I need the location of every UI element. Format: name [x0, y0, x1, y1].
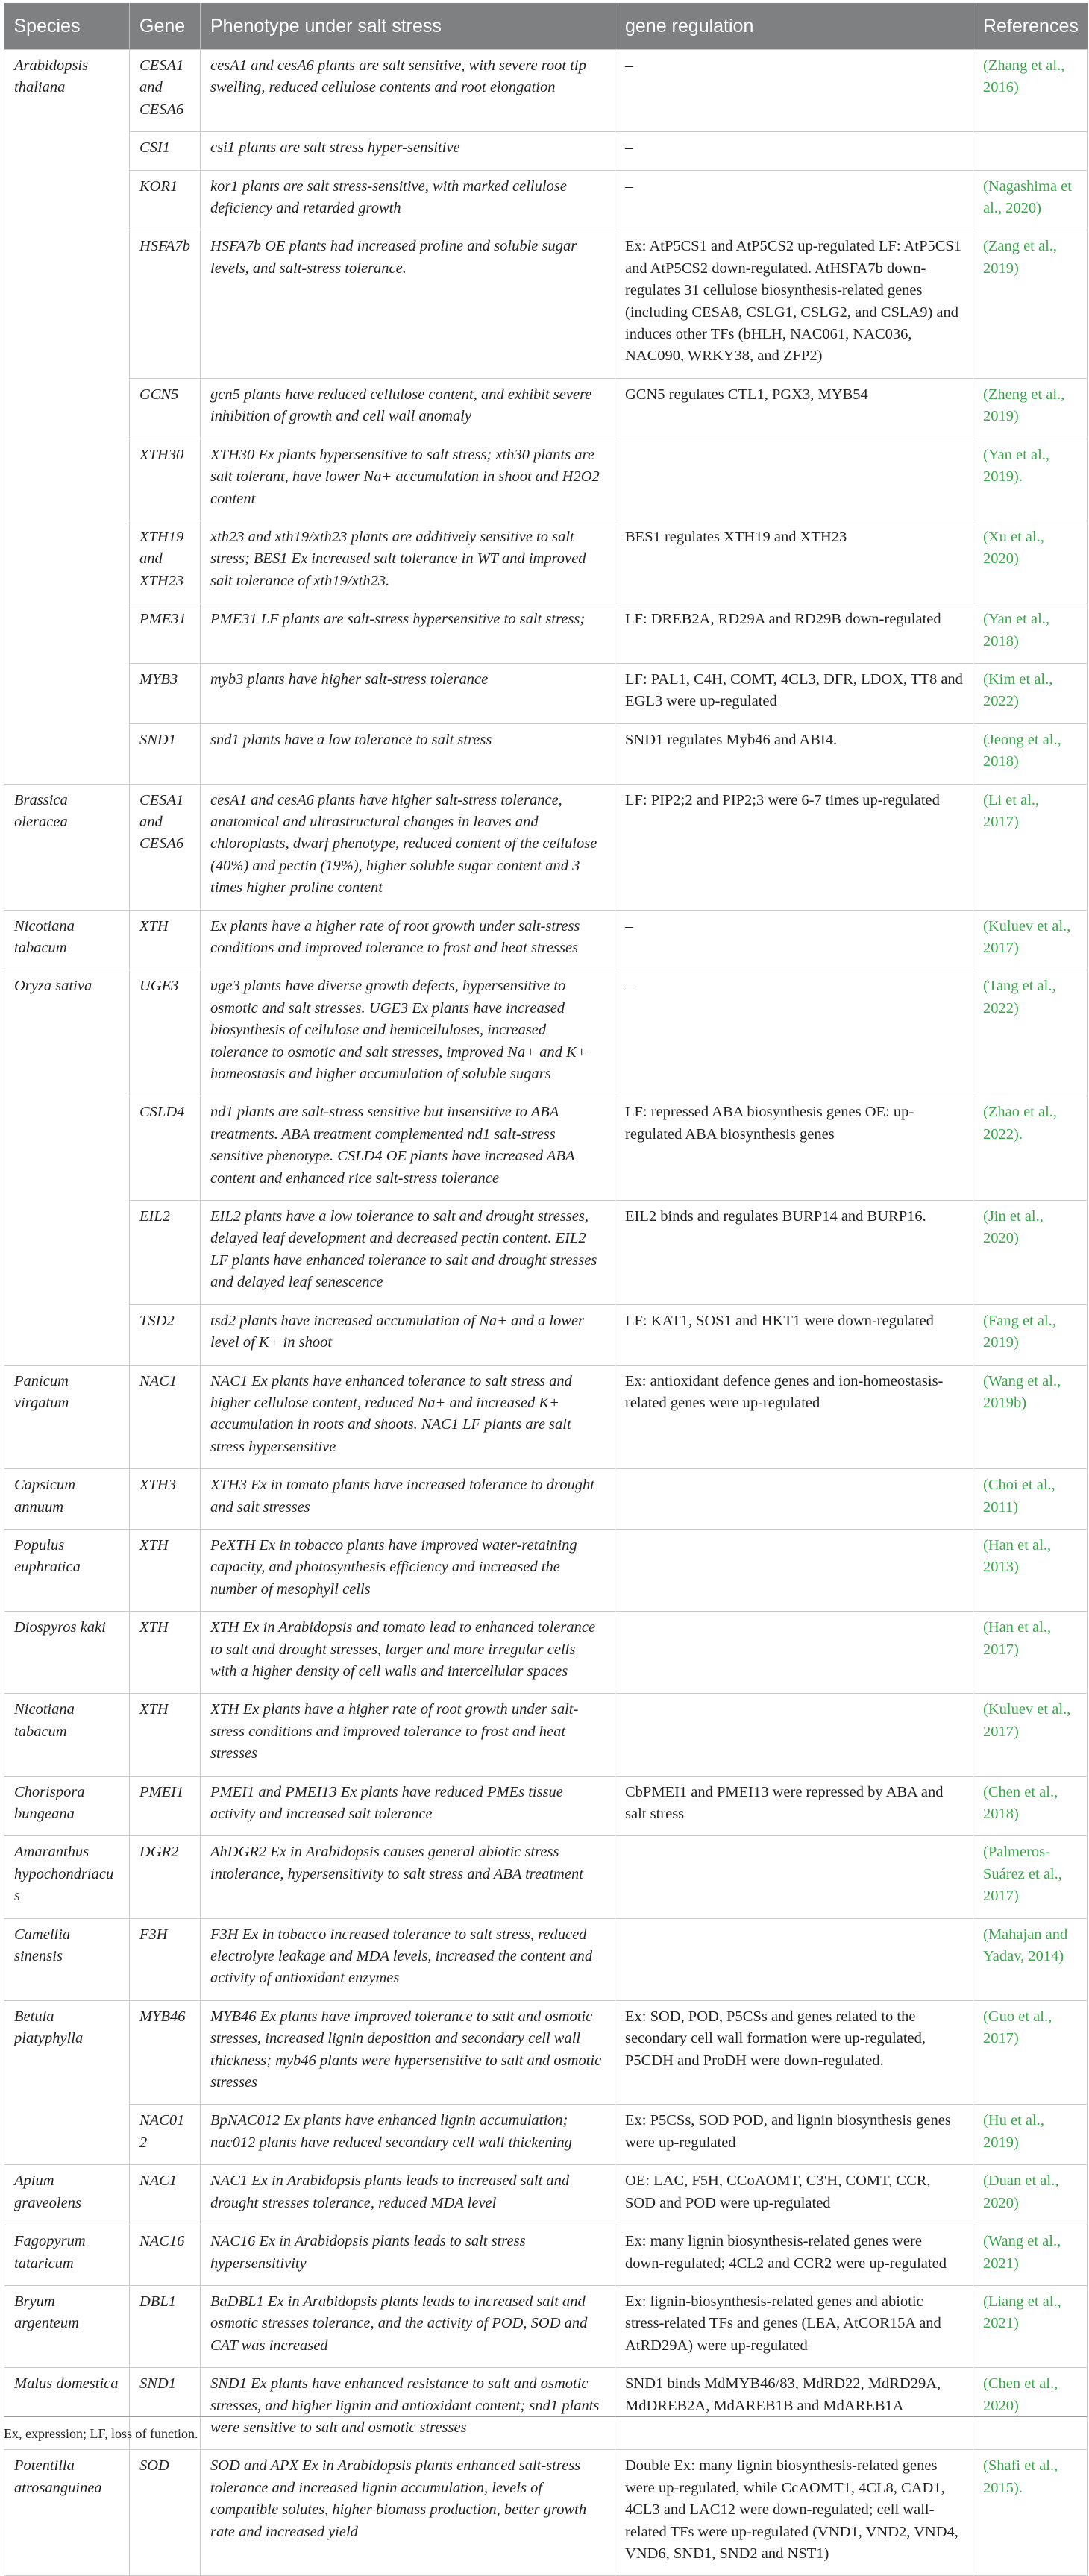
cell-regulation: –: [615, 910, 973, 970]
header-references: References: [973, 3, 1088, 50]
cell-gene: DBL1: [130, 2285, 201, 2367]
cell-phenotype: F3H Ex in tobacco increased tolerance to salt stress, reduced electrolyte leakage and MDA levels, increased the content and activity of antioxidant enzymes: [201, 1918, 615, 2000]
cell-regulation: –: [615, 132, 973, 170]
cell-regulation: OE: LAC, F5H, CCoAOMT, C3'H, COMT, CCR, SOD and POD were up-regulated: [615, 2165, 973, 2225]
cell-species: [4, 378, 130, 439]
cell-species: Betula platyphylla: [4, 2000, 130, 2105]
cell-reference[interactable]: (Hu et al., 2019): [973, 2105, 1088, 2165]
gene-table: [4, 3, 1088, 2576]
cell-species: Fagopyrum tataricum: [4, 2225, 130, 2286]
cell-species: Malus domestica: [4, 2368, 130, 2450]
cell-reference[interactable]: (Jin et al., 2020): [973, 1201, 1088, 1305]
cell-gene: SOD: [130, 2450, 201, 2576]
cell-phenotype: kor1 plants are salt stress-sensitive, with marked cellulose deficiency and retarded growth: [201, 170, 615, 230]
cell-regulation: [615, 1918, 973, 2000]
cell-species: Amaranthus hypochondriacus: [4, 1836, 130, 1918]
cell-reference[interactable]: (Yan et al., 2019).: [973, 439, 1088, 521]
cell-phenotype: NAC1 Ex plants have enhanced tolerance to salt stress and higher cellulose content, reduced Na+ and increased K+ accumulation in roots and shoots. NAC1 LF plants are salt stress hypersensitive: [201, 1365, 615, 1469]
cell-regulation: EIL2 binds and regulates BURP14 and BURP16.: [615, 1201, 973, 1305]
cell-regulation: BES1 regulates XTH19 and XTH23: [615, 521, 973, 603]
cell-gene: MYB3: [130, 663, 201, 723]
cell-regulation: LF: DREB2A, RD29A and RD29B down-regulated: [615, 603, 973, 664]
cell-gene: DGR2: [130, 1836, 201, 1918]
table-header-row: [4, 3, 1088, 50]
cell-phenotype: PMEI1 and PMEI13 Ex plants have reduced PMEs tissue activity and increased salt tolerance: [201, 1776, 615, 1836]
table-row: [4, 603, 1088, 664]
cell-gene: GCN5: [130, 378, 201, 439]
cell-phenotype: XTH Ex plants have a higher rate of root growth under salt-stress conditions and improved tolerance to frost and heat stresses: [201, 1694, 615, 1776]
cell-regulation: Ex: AtP5CS1 and AtP5CS2 up-regulated LF: AtP5CS1 and AtP5CS2 down-regulated. AtHSFA7b down-regulates 31 cellulose biosynthesis-related genes (including CESA8, CSLG1, CSLG2, and CSLA9) and induces other TFs (bHLH, NAC061, NAC036, NAC090, WRKY38, and ZFP2): [615, 230, 973, 378]
table-row: [4, 170, 1088, 230]
cell-regulation: Ex: lignin-biosynthesis-related genes and abiotic stress-related TFs and genes (LEA, AtCOR15A and AtRD29A) were up-regulated: [615, 2285, 973, 2367]
table-row: [4, 1918, 1088, 2000]
cell-phenotype: NAC1 Ex in Arabidopsis plants leads to increased salt and drought stresses tolerance, reduced MDA level: [201, 2165, 615, 2225]
cell-phenotype: XTH3 Ex in tomato plants have increased tolerance to drought and salt stresses: [201, 1469, 615, 1530]
cell-species: Capsicum annuum: [4, 1469, 130, 1530]
cell-regulation: LF: repressed ABA biosynthesis genes OE: up-regulated ABA biosynthesis genes: [615, 1096, 973, 1201]
cell-phenotype: nd1 plants are salt-stress sensitive but insensitive to ABA treatments. ABA treatment complemented nd1 salt-stress sensitive phenotype. CSLD4 OE plants have increased ABA content and enhanced rice salt-stress tolerance: [201, 1096, 615, 1201]
cell-reference[interactable]: (Li et al., 2017): [973, 784, 1088, 910]
cell-gene: CESA1 and CESA6: [130, 50, 201, 132]
table-row: [4, 1096, 1088, 1201]
cell-species: Arabidopsis thaliana: [4, 50, 130, 132]
table-row: [4, 2285, 1088, 2367]
cell-reference[interactable]: (Nagashima et al., 2020): [973, 170, 1088, 230]
cell-species: [4, 230, 130, 378]
cell-phenotype: MYB46 Ex plants have improved tolerance to salt and osmotic stresses, increased lignin deposition and secondary cell wall thickness; myb46 plants were hypersensitive to salt and osmotic stresses: [201, 2000, 615, 2105]
cell-reference[interactable]: (Chen et al., 2018): [973, 1776, 1088, 1836]
cell-gene: NAC16: [130, 2225, 201, 2286]
cell-species: Bryum argenteum: [4, 2285, 130, 2367]
cell-gene: XTH19 and XTH23: [130, 521, 201, 603]
cell-reference[interactable]: (Zheng et al., 2019): [973, 378, 1088, 439]
cell-regulation: –: [615, 50, 973, 132]
cell-gene: SND1: [130, 2368, 201, 2450]
cell-species: Apium graveolens: [4, 2165, 130, 2225]
cell-phenotype: XTH30 Ex plants hypersensitive to salt stress; xth30 plants are salt tolerant, have lower Na+ accumulation in shoot and H2O2 content: [201, 439, 615, 521]
cell-reference[interactable]: (Duan et al., 2020): [973, 2165, 1088, 2225]
cell-reference[interactable]: (Kuluev et al., 2017): [973, 1694, 1088, 1776]
table-row: [4, 132, 1088, 170]
table-row: [4, 2225, 1088, 2286]
cell-species: Chorispora bungeana: [4, 1776, 130, 1836]
cell-regulation: Ex: P5CSs, SOD POD, and lignin biosynthesis genes were up-regulated: [615, 2105, 973, 2165]
table-row: [4, 910, 1088, 970]
cell-reference[interactable]: (Palmeros-Suárez et al., 2017): [973, 1836, 1088, 1918]
cell-phenotype: cesA1 and cesA6 plants have higher salt-stress tolerance, anatomical and ultrastructural changes in leaves and chloroplasts, dwarf phenotype, reduced content of the cellulose (40%) and pectin (19%), higher soluble sugar content and 3 times higher proline content: [201, 784, 615, 910]
cell-gene: KOR1: [130, 170, 201, 230]
cell-phenotype: myb3 plants have higher salt-stress tolerance: [201, 663, 615, 723]
cell-gene: SND1: [130, 723, 201, 784]
table-row: [4, 378, 1088, 439]
cell-species: [4, 132, 130, 170]
cell-regulation: –: [615, 170, 973, 230]
table-row: [4, 663, 1088, 723]
table-row: [4, 1694, 1088, 1776]
table-row: [4, 2165, 1088, 2225]
cell-gene: CSI1: [130, 132, 201, 170]
cell-gene: PMEI1: [130, 1776, 201, 1836]
table-row: [4, 970, 1088, 1096]
cell-gene: CSLD4: [130, 1096, 201, 1201]
cell-reference[interactable]: (Tang et al., 2022): [973, 970, 1088, 1096]
table-row: [4, 230, 1088, 378]
cell-species: [4, 170, 130, 230]
cell-reference[interactable]: (Xu et al., 2020): [973, 521, 1088, 603]
cell-phenotype: EIL2 plants have a low tolerance to salt and drought stresses, delayed leaf development and decreased pectin content. EIL2 LF plants have enhanced tolerance to salt and drought stresses and delayed leaf senescence: [201, 1201, 615, 1305]
cell-reference[interactable]: (Yan et al., 2018): [973, 603, 1088, 664]
table-bottom-rule: [4, 2416, 1087, 2417]
cell-phenotype: uge3 plants have diverse growth defects, hypersensitive to osmotic and salt stresses. UGE3 Ex plants have increased biosynthesis of cellulose and hemicelluloses, increased tolerance to osmotic and salt stresses, improved Na+ and K+ homeostasis and higher accumulation of soluble sugars: [201, 970, 615, 1096]
table-row: [4, 50, 1088, 132]
cell-gene: PME31: [130, 603, 201, 664]
cell-regulation: SND1 binds MdMYB46/83, MdRD22, MdRD29A, MdDREB2A, MdAREB1B and MdAREB1A: [615, 2368, 973, 2450]
cell-species: Nicotiana tabacum: [4, 910, 130, 970]
header-regulation: gene regulation: [615, 3, 973, 50]
cell-reference[interactable]: (Liang et al., 2021): [973, 2285, 1088, 2367]
cell-regulation: Ex: many lignin biosynthesis-related genes were down-regulated; 4CL2 and CCR2 were up-regulated: [615, 2225, 973, 2286]
cell-regulation: [615, 1529, 973, 1611]
cell-reference[interactable]: (Jeong et al., 2018): [973, 723, 1088, 784]
cell-regulation: SND1 regulates Myb46 and ABI4.: [615, 723, 973, 784]
cell-reference[interactable]: (Mahajan and Yadav, 2014): [973, 1918, 1088, 2000]
cell-reference[interactable]: (Chen et al., 2020): [973, 2368, 1088, 2450]
table-row: [4, 1776, 1088, 1836]
cell-reference[interactable]: (Han et al., 2017): [973, 1612, 1088, 1694]
cell-gene: XTH30: [130, 439, 201, 521]
cell-reference[interactable]: (Fang et al., 2019): [973, 1304, 1088, 1365]
cell-reference[interactable]: (Kuluev et al., 2017): [973, 910, 1088, 970]
table-body: [4, 50, 1088, 2576]
cell-species: [4, 603, 130, 664]
cell-phenotype: BpNAC012 Ex plants have enhanced lignin accumulation; nac012 plants have reduced secondary cell wall thickening: [201, 2105, 615, 2165]
cell-regulation: [615, 1694, 973, 1776]
cell-species: Panicum virgatum: [4, 1365, 130, 1469]
cell-species: [4, 1304, 130, 1365]
cell-phenotype: SOD and APX Ex in Arabidopsis plants enhanced salt-stress tolerance and increased lignin accumulation, levels of compatible solutes, higher biomass production, better growth rate and increased yield: [201, 2450, 615, 2576]
cell-regulation: LF: PAL1, C4H, COMT, 4CL3, DFR, LDOX, TT8 and EGL3 were up-regulated: [615, 663, 973, 723]
table-row: [4, 439, 1088, 521]
table-row: [4, 1304, 1088, 1365]
cell-phenotype: snd1 plants have a low tolerance to salt stress: [201, 723, 615, 784]
cell-gene: XTH3: [130, 1469, 201, 1530]
cell-regulation: [615, 1836, 973, 1918]
table-row: [4, 1365, 1088, 1469]
cell-reference[interactable]: [973, 132, 1088, 170]
cell-gene: F3H: [130, 1918, 201, 2000]
cell-species: [4, 439, 130, 521]
cell-phenotype: xth23 and xth19/xth23 plants are additively sensitive to salt stress; BES1 Ex increased salt tolerance in WT and improved salt tolerance of xth19/xth23.: [201, 521, 615, 603]
table-row: [4, 784, 1088, 910]
cell-reference[interactable]: (Wang et al., 2019b): [973, 1365, 1088, 1469]
header-species: Species: [4, 3, 130, 50]
cell-regulation: [615, 1469, 973, 1530]
table-row: [4, 2450, 1088, 2576]
cell-species: Diospyros kaki: [4, 1612, 130, 1694]
table-row: [4, 723, 1088, 784]
table-row: [4, 1612, 1088, 1694]
cell-regulation: Ex: SOD, POD, P5CSs and genes related to the secondary cell wall formation were up-regulated, P5CDH and ProDH were down-regulated.: [615, 2000, 973, 2105]
table-row: [4, 1469, 1088, 1530]
cell-reference[interactable]: (Zang et al., 2019): [973, 230, 1088, 378]
table-row: [4, 1201, 1088, 1305]
cell-phenotype: tsd2 plants have increased accumulation of Na+ and a lower level of K+ in shoot: [201, 1304, 615, 1365]
cell-gene: NAC012: [130, 2105, 201, 2165]
cell-phenotype: XTH Ex in Arabidopsis and tomato lead to enhanced tolerance to salt and drought stresses, larger and more irregular cells with a higher density of cell walls and intercellular spaces: [201, 1612, 615, 1694]
cell-gene: CESA1 and CESA6: [130, 784, 201, 910]
cell-regulation: GCN5 regulates CTL1, PGX3, MYB54: [615, 378, 973, 439]
cell-regulation: –: [615, 970, 973, 1096]
table-footnote: Ex, expression; LF, loss of function.: [4, 2426, 198, 2441]
cell-phenotype: PME31 LF plants are salt-stress hypersensitive to salt stress;: [201, 603, 615, 664]
cell-reference[interactable]: (Guo et al., 2017): [973, 2000, 1088, 2105]
cell-gene: XTH: [130, 1694, 201, 1776]
cell-species: Oryza sativa: [4, 970, 130, 1096]
cell-species: [4, 663, 130, 723]
cell-species: [4, 1096, 130, 1201]
cell-regulation: Ex: antioxidant defence genes and ion-homeostasis-related genes were up-regulated: [615, 1365, 973, 1469]
cell-gene: XTH: [130, 1612, 201, 1694]
cell-regulation: LF: PIP2;2 and PIP2;3 were 6-7 times up-regulated: [615, 784, 973, 910]
cell-gene: TSD2: [130, 1304, 201, 1365]
cell-reference[interactable]: (Kim et al., 2022): [973, 663, 1088, 723]
cell-phenotype: HSFA7b OE plants had increased proline and soluble sugar levels, and salt-stress tolerance.: [201, 230, 615, 378]
cell-phenotype: csi1 plants are salt stress hyper-sensitive: [201, 132, 615, 170]
cell-regulation: CbPMEI1 and PMEI13 were repressed by ABA and salt stress: [615, 1776, 973, 1836]
cell-gene: XTH: [130, 910, 201, 970]
cell-phenotype: NAC16 Ex in Arabidopsis plants leads to salt stress hypersensitivity: [201, 2225, 615, 2286]
cell-regulation: LF: KAT1, SOS1 and HKT1 were down-regulated: [615, 1304, 973, 1365]
cell-phenotype: BaDBL1 Ex in Arabidopsis plants leads to increased salt and osmotic stresses tolerance, and the activity of POD, SOD and CAT was increased: [201, 2285, 615, 2367]
cell-gene: UGE3: [130, 970, 201, 1096]
cell-reference[interactable]: (Wang et al., 2021): [973, 2225, 1088, 2286]
cell-phenotype: Ex plants have a higher rate of root growth under salt-stress conditions and improved tolerance to frost and heat stresses: [201, 910, 615, 970]
cell-species: Camellia sinensis: [4, 1918, 130, 2000]
cell-reference[interactable]: (Choi et al., 2011): [973, 1469, 1088, 1530]
cell-species: Populus euphratica: [4, 1529, 130, 1611]
cell-gene: EIL2: [130, 1201, 201, 1305]
cell-phenotype: AhDGR2 Ex in Arabidopsis causes general abiotic stress intolerance, hypersensitivity to salt stress and ABA treatment: [201, 1836, 615, 1918]
cell-reference[interactable]: (Zhao et al., 2022).: [973, 1096, 1088, 1201]
cell-species: Potentilla atrosanguinea: [4, 2450, 130, 2576]
cell-species: [4, 521, 130, 603]
table-row: [4, 2105, 1088, 2165]
cell-gene: NAC1: [130, 2165, 201, 2225]
cell-species: Nicotiana tabacum: [4, 1694, 130, 1776]
cell-regulation: [615, 1612, 973, 1694]
table-row: [4, 1529, 1088, 1611]
cell-phenotype: gcn5 plants have reduced cellulose content, and exhibit severe inhibition of growth and cell wall anomaly: [201, 378, 615, 439]
cell-reference[interactable]: (Zhang et al., 2016): [973, 50, 1088, 132]
cell-reference[interactable]: (Shafi et al., 2015).: [973, 2450, 1088, 2576]
table-row: [4, 521, 1088, 603]
cell-gene: XTH: [130, 1529, 201, 1611]
header-phenotype: Phenotype under salt stress: [201, 3, 615, 50]
cell-species: [4, 1201, 130, 1305]
cell-reference[interactable]: (Han et al., 2013): [973, 1529, 1088, 1611]
table-row: [4, 2000, 1088, 2105]
header-gene: Gene: [130, 3, 201, 50]
cell-regulation: [615, 439, 973, 521]
cell-phenotype: SND1 Ex plants have enhanced resistance to salt and osmotic stresses, and higher lignin and antioxidant content; snd1 plants were sensitive to salt and osmotic stresses: [201, 2368, 615, 2450]
cell-gene: MYB46: [130, 2000, 201, 2105]
cell-gene: HSFA7b: [130, 230, 201, 378]
table-row: [4, 1836, 1088, 1918]
cell-phenotype: cesA1 and cesA6 plants are salt sensitive, with severe root tip swelling, reduced cellulose contents and root elongation: [201, 50, 615, 132]
cell-species: Brassica oleracea: [4, 784, 130, 910]
cell-regulation: Double Ex: many lignin biosynthesis-related genes were up-regulated, while CcAOMT1, 4CL8, CAD1, 4CL3 and LAC12 were down-regulated; cell wall-related TFs were up-regulated (VND1, VND2, VND4, VND6, SND1, SND2 and NST1): [615, 2450, 973, 2576]
cell-phenotype: PeXTH Ex in tobacco plants have improved water-retaining capacity, and photosynthesis efficiency and increased the number of mesophyll cells: [201, 1529, 615, 1611]
cell-gene: NAC1: [130, 1365, 201, 1469]
cell-species: [4, 723, 130, 784]
cell-species: [4, 2105, 130, 2165]
